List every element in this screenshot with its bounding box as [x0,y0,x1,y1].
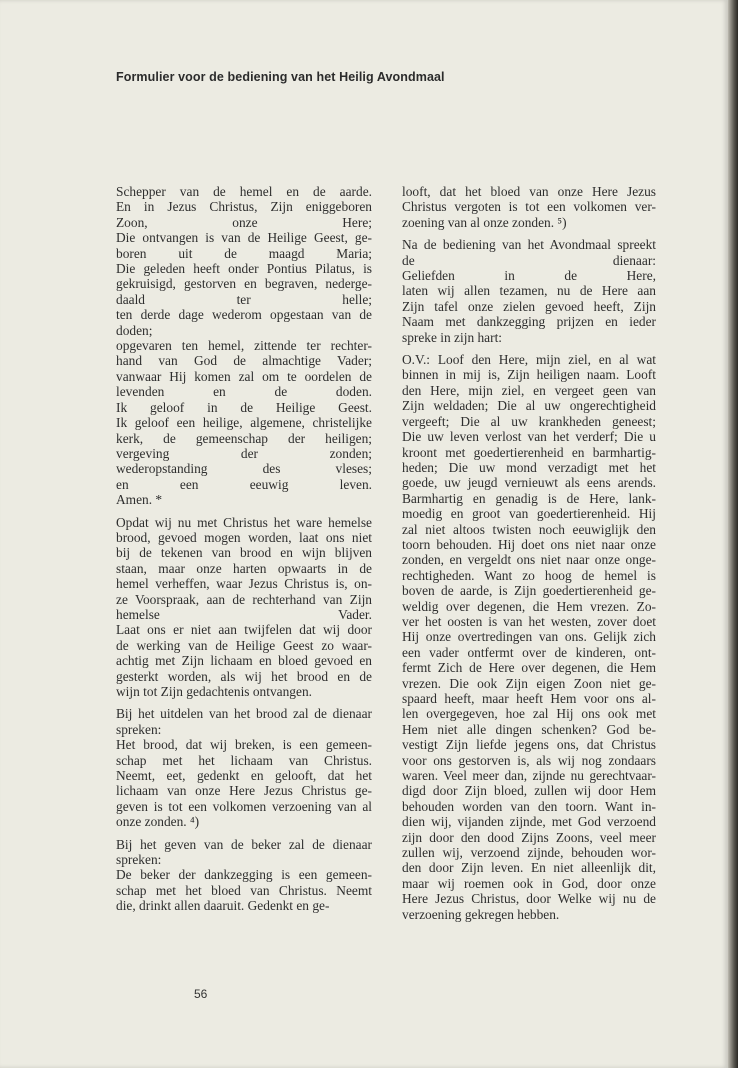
text-line: Zijn tafel onze zielen gevoed heeft, Zijn [402,298,656,314]
text-line: spreken: [116,721,162,737]
text-line: kerk, de gemeenschap der heiligen; [116,430,372,446]
text-line: laten wij allen tezamen, nu de Here aan [402,283,656,299]
text-line: doden; [116,322,153,338]
text-line: daald ter helle; [116,291,372,307]
text-line: schap met het lichaam van Christus. [116,752,372,768]
text-line: zullen wij, verzoend zijnde, behouden wor- [402,845,656,861]
text-line: maar wij roemen ook in God, door onze [402,875,656,891]
text-line: de dienaar: [402,252,656,268]
left-paragraph [116,184,372,508]
text-line: Die uw leven verlost van het verderf; Die u [402,429,656,445]
text-line: lichaam van onze Here Jezus Christus ge- [116,783,372,799]
text-line: looft, dat het bloed van onze Here Jezus [402,184,656,199]
text-line: Bij het geven van de beker zal de dienaar [116,836,372,852]
text-line: Zoon, onze Here; [116,214,372,230]
text-line: Here Jezus Christus, door Welke wij nu de [402,891,656,907]
text-line: spaard heeft, maar heeft Hem voor ons al- [402,691,656,706]
text-line: En in Jezus Christus, Zijn eniggeboren [116,199,372,215]
text-line: verzoening gekregen hebben. [402,906,560,922]
text-line: de werking van de Heilige Geest zo waar- [116,637,372,653]
text-line: zonden, en vergeldt ons niet naar onze onge- [402,552,656,568]
text-line: geven is tot een volkomen verzoening van al [116,798,372,814]
right-paragraph [402,184,656,230]
text-line: Ik geloof een heilige, algemene, christelijke [116,415,372,431]
text-line: die, drinkt allen daaruit. Gedenkt en ge- [116,898,330,914]
text-line: voor ons gestorven is, als wij nog zondaars [402,752,656,768]
text-line: gekruisigd, gestorven en begraven, nederge- [116,276,372,292]
text-line: dien wij, vijanden zijnde, met God verzoend [402,814,656,830]
text-line: Na de bediening van het Avondmaal spreekt [402,237,656,253]
text-line: Die geleden heeft onder Pontius Pilatus, is [116,261,372,277]
text-line: heden; Die uw mond verzadigt met het [402,459,656,475]
text-line: den door Zijn leven. En niet alleenlijk dit, [402,860,656,876]
text-line: Hem niet alle dingen schenken? God be- [402,721,656,737]
right-paragraph [402,237,656,345]
text-line: goede, uw jeugd vernieuwt als eens arends. [402,475,656,491]
text-line: weldig over degenen, die Hem vrezen. Zo- [402,598,656,614]
text-line: Amen. * [116,492,163,508]
text-line: gesterkt worden, als wij het brood en de [116,668,372,684]
text-line: moedig en groot van goedertierenheid. Hij [402,506,656,522]
text-line: O.V.: Loof den Here, mijn ziel, en al wat [402,352,656,368]
text-line: Zijn weldaden; Die al uw ongerechtigheid [402,398,656,414]
text-line: een vader ontfermt over de kinderen, ont- [402,644,656,660]
text-line: vergeving der zonden; [116,445,372,461]
text-line: toorn behouden. Hij doet ons niet naar onze [402,536,656,552]
text-line: hemelse Vader. [116,606,372,622]
left-paragraph [116,515,372,700]
page-header-title: Formulier voor de bediening van het Heilig Avondmaal [116,70,445,84]
text-line: wijn tot Zijn gedachtenis ontvangen. [116,684,312,699]
right-paragraph [402,352,656,922]
text-line: waren. Veel meer dan, zijnde nu gerechtvaar- [402,768,656,784]
text-line: en een eeuwig leven. [116,476,372,492]
text-line: Naam met dankzegging prijzen en ieder [402,314,656,330]
text-line: bij de tekenen van brood en wijn blijven [116,545,372,561]
right-text-column [402,184,656,929]
text-line: opgevaren ten hemel, zittende ter rechter- [116,338,372,354]
page-edge-shadow [728,0,738,1068]
text-line: Barmhartig en genadig is de Here, lank- [402,490,656,506]
text-line: schap met het bloed van Christus. Neemt [116,882,372,898]
text-line: fermt Zich de Here over degenen, die Hem [402,660,656,676]
page-number: 56 [194,987,208,1001]
text-line: spreke in zijn hart: [402,329,503,345]
text-line: zijn door den dood Zijns Zoons, veel meer [402,829,656,845]
text-line: boven de aarde, is Zijn goedertierenheid ge- [402,583,656,599]
text-line: digd door Zijn bloed, zullen wij door Hem [402,783,656,799]
text-line: Opdat wij nu met Christus het ware hemelse [116,514,372,530]
text-line: kroont met goedertierenheid en barmhartig- [402,444,656,460]
text-line: staan, maar onze harten opwaarts in de [116,560,372,576]
text-line: ten derde dage wederom opgestaan van de [116,307,372,323]
text-line: Laat ons er niet aan twijfelen dat wij door [116,622,372,638]
text-line: Die ontvangen is van de Heilige Geest, ge- [116,230,372,246]
text-line: binnen in mij is, Zijn heiligen naam. Looft [402,367,656,383]
text-line: vanwaar Hij komen zal om te oordelen de [116,368,372,384]
text-line: rechtigheden. Want zo hoog de hemel is [402,567,656,583]
text-line: brood, gevoed mogen worden, laat ons niet [116,529,372,545]
text-line: wederopstanding des vleses; [116,461,372,477]
text-line: levenden en de doden. [116,384,372,400]
left-text-column [116,184,372,921]
text-line: Geliefden in de Here, [402,268,656,284]
text-line: boren uit de maagd Maria; [116,245,372,261]
text-line: ver het oosten is van het westen, zover doet [402,613,656,629]
text-line: den Here, mijn ziel, en vergeet geen van [402,382,656,398]
left-paragraph [116,706,372,829]
text-line: Het brood, dat wij breken, is een gemeen- [116,737,372,753]
text-line: Ik geloof in de Heilige Geest. [116,399,372,415]
text-line: achtig met Zijn lichaam en bloed gevoed en [116,653,372,669]
text-line: De beker der dankzegging is een gemeen- [116,867,372,883]
text-line: Christus vergoten is tot een volkomen ver- [402,199,656,215]
text-line: zal niet altoos twisten noch eeuwiglijk den [402,521,656,537]
text-line: zoening van al onze zonden. ⁵) [402,214,567,230]
text-line: Hij onze overtredingen van ons. Gelijk zich [402,629,656,645]
text-line: onze zonden. ⁴) [116,814,200,830]
text-line: vrezen. Die ook Zijn eigen Zoon niet ge- [402,675,656,691]
text-line: vergeeft; Die al uw krankheden geneest; [402,413,656,429]
left-paragraph [116,837,372,914]
text-line: Neemt, eet, gedenkt en gelooft, dat het [116,768,372,784]
text-line: ze Voorspraak, aan de rechterhand van Zijn [116,591,372,607]
text-line: vestigt Zijn liefde jegens ons, dat Christus [402,737,656,753]
text-line: Schepper van de hemel en de aarde. [116,184,372,199]
text-line: behouden worden van den toorn. Want in- [402,798,656,814]
text-line: hemel verheffen, waar Jezus Christus is, on- [116,576,372,592]
text-line: Bij het uitdelen van het brood zal de dienaar [116,706,372,722]
text-line: hand van God de almachtige Vader; [116,353,372,369]
text-line: len overgegeven, hoe zal Hij ons ook met [402,706,656,722]
text-line: spreken: [116,852,162,868]
